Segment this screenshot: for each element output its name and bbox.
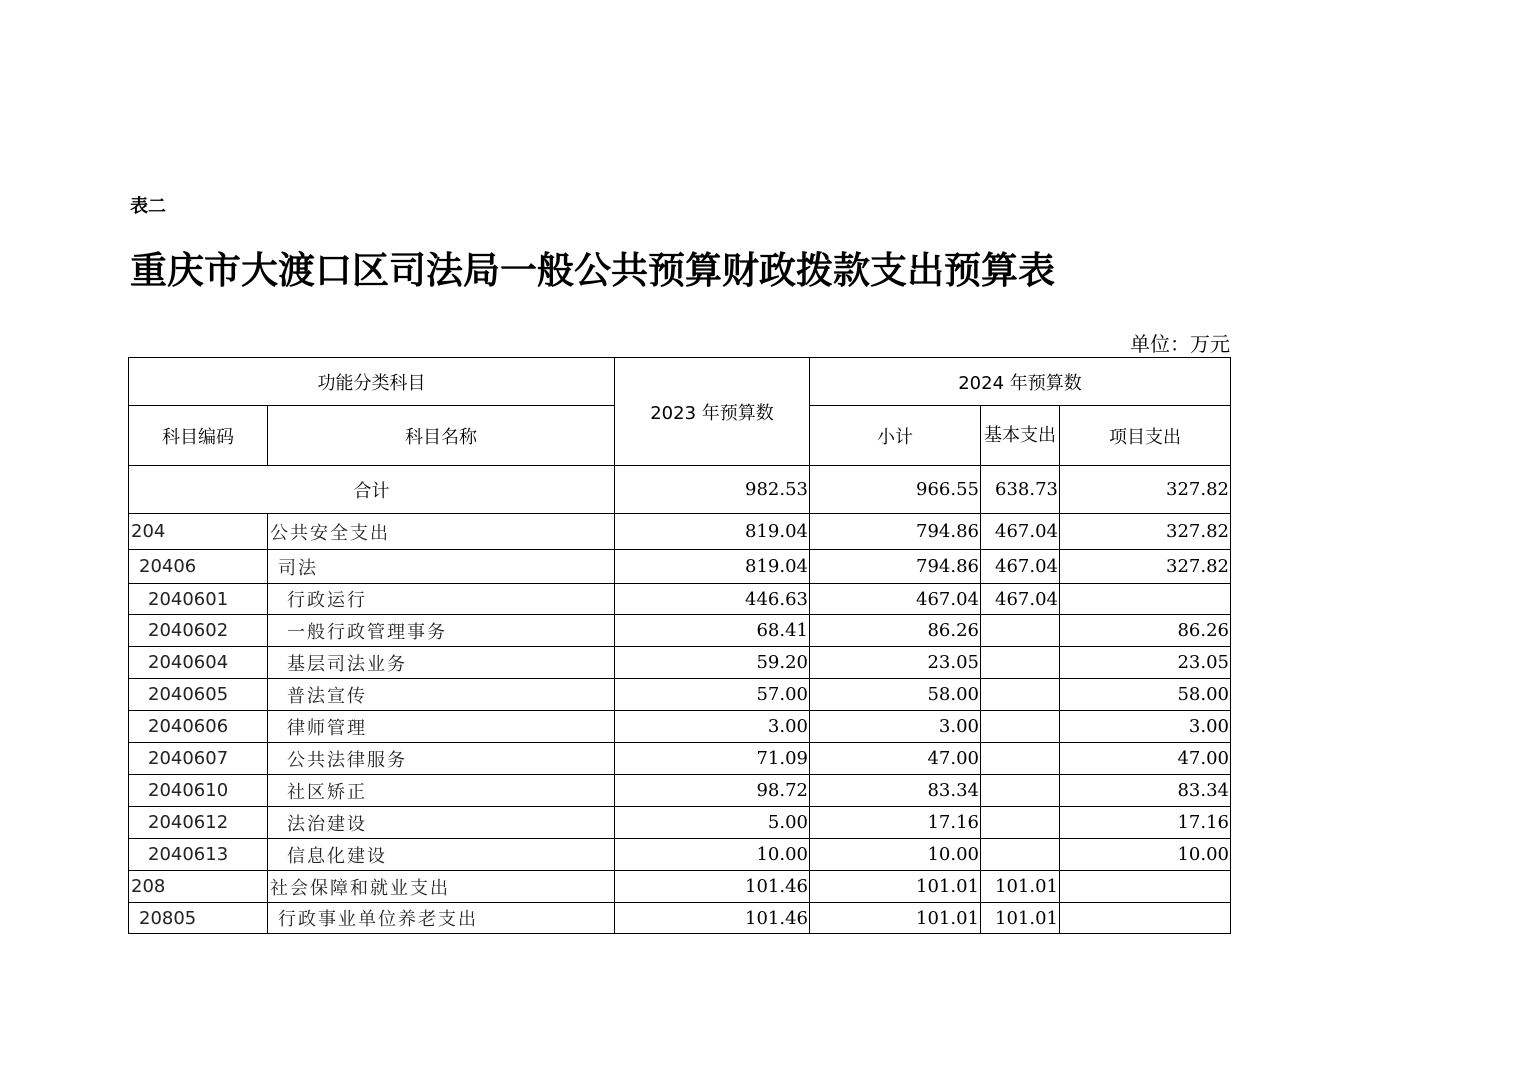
subject-name-cell: 社会保障和就业支出 bbox=[268, 871, 615, 903]
project-expense-cell bbox=[1060, 871, 1231, 903]
budget-2023-cell: 57.00 bbox=[615, 679, 810, 711]
budget-2023-cell: 446.63 bbox=[615, 584, 810, 615]
header-project-expense: 项目支出 bbox=[1060, 406, 1231, 466]
budget-2023-cell: 819.04 bbox=[615, 550, 810, 584]
subject-code-cell: 2040606 bbox=[129, 711, 268, 743]
budget-table bbox=[128, 357, 1231, 934]
total-label: 合计 bbox=[129, 466, 615, 514]
total-row bbox=[129, 466, 1231, 514]
project-expense-cell: 47.00 bbox=[1060, 743, 1231, 775]
header-subject-name: 科目名称 bbox=[268, 406, 615, 466]
subtotal-cell: 794.86 bbox=[810, 514, 981, 550]
budget-2023-cell: 10.00 bbox=[615, 839, 810, 871]
budget-2023-cell: 5.00 bbox=[615, 807, 810, 839]
basic-expense-cell bbox=[981, 807, 1060, 839]
table-row bbox=[129, 584, 1231, 615]
subject-code-cell: 20406 bbox=[129, 550, 268, 584]
table-number-label: 表二 bbox=[130, 196, 166, 217]
basic-expense-cell bbox=[981, 743, 1060, 775]
basic-expense-cell bbox=[981, 775, 1060, 807]
subject-code-cell: 204 bbox=[129, 514, 268, 550]
subtotal-cell: 47.00 bbox=[810, 743, 981, 775]
table-row bbox=[129, 871, 1231, 903]
document-title: 重庆市大渡口区司法局一般公共预算财政拨款支出预算表 bbox=[130, 248, 1055, 292]
basic-expense-cell: 467.04 bbox=[981, 550, 1060, 584]
total-subtotal: 966.55 bbox=[810, 466, 981, 514]
subject-code-cell: 2040612 bbox=[129, 807, 268, 839]
subtotal-cell: 17.16 bbox=[810, 807, 981, 839]
project-expense-cell: 86.26 bbox=[1060, 615, 1231, 647]
budget-2023-cell: 3.00 bbox=[615, 711, 810, 743]
header-basic-expense: 基本支出 bbox=[981, 406, 1060, 466]
subject-name-cell: 律师管理 bbox=[268, 711, 615, 743]
subject-code-cell: 2040605 bbox=[129, 679, 268, 711]
subject-name-cell: 法治建设 bbox=[268, 807, 615, 839]
subject-code-cell: 2040607 bbox=[129, 743, 268, 775]
subject-name-cell: 公共安全支出 bbox=[268, 514, 615, 550]
budget-2023-cell: 59.20 bbox=[615, 647, 810, 679]
table-row bbox=[129, 615, 1231, 647]
header-func-category: 功能分类科目 bbox=[129, 358, 615, 406]
subtotal-cell: 58.00 bbox=[810, 679, 981, 711]
subject-name-cell: 司法 bbox=[268, 550, 615, 584]
table-row bbox=[129, 839, 1231, 871]
subject-name-cell: 行政运行 bbox=[268, 584, 615, 615]
budget-2023-cell: 68.41 bbox=[615, 615, 810, 647]
header-row-1 bbox=[129, 358, 1231, 406]
table-row bbox=[129, 807, 1231, 839]
table-row bbox=[129, 647, 1231, 679]
subtotal-cell: 794.86 bbox=[810, 550, 981, 584]
subtotal-cell: 10.00 bbox=[810, 839, 981, 871]
subject-code-cell: 2040610 bbox=[129, 775, 268, 807]
unit-label: 单位：万元 bbox=[1130, 332, 1230, 356]
subject-code-cell: 208 bbox=[129, 871, 268, 903]
total-budget-2023: 982.53 bbox=[615, 466, 810, 514]
basic-expense-cell bbox=[981, 711, 1060, 743]
project-expense-cell: 17.16 bbox=[1060, 807, 1231, 839]
basic-expense-cell bbox=[981, 615, 1060, 647]
table-row bbox=[129, 550, 1231, 584]
header-subtotal: 小计 bbox=[810, 406, 981, 466]
project-expense-cell bbox=[1060, 903, 1231, 934]
header-budget-2024: 2024 年预算数 bbox=[810, 358, 1231, 406]
basic-expense-cell: 101.01 bbox=[981, 871, 1060, 903]
table-row bbox=[129, 903, 1231, 934]
subject-name-cell: 公共法律服务 bbox=[268, 743, 615, 775]
table-row bbox=[129, 679, 1231, 711]
total-project: 327.82 bbox=[1060, 466, 1231, 514]
project-expense-cell: 327.82 bbox=[1060, 514, 1231, 550]
budget-2023-cell: 71.09 bbox=[615, 743, 810, 775]
header-budget-2023: 2023 年预算数 bbox=[615, 358, 810, 466]
subtotal-cell: 83.34 bbox=[810, 775, 981, 807]
subject-name-cell: 社区矫正 bbox=[268, 775, 615, 807]
subject-code-cell: 20805 bbox=[129, 903, 268, 934]
project-expense-cell bbox=[1060, 584, 1231, 615]
subject-code-cell: 2040604 bbox=[129, 647, 268, 679]
table-row bbox=[129, 775, 1231, 807]
subject-name-cell: 基层司法业务 bbox=[268, 647, 615, 679]
basic-expense-cell bbox=[981, 679, 1060, 711]
subtotal-cell: 23.05 bbox=[810, 647, 981, 679]
header-subject-code: 科目编码 bbox=[129, 406, 268, 466]
subject-name-cell: 信息化建设 bbox=[268, 839, 615, 871]
subject-name-cell: 普法宣传 bbox=[268, 679, 615, 711]
basic-expense-cell: 101.01 bbox=[981, 903, 1060, 934]
basic-expense-cell bbox=[981, 647, 1060, 679]
subtotal-cell: 467.04 bbox=[810, 584, 981, 615]
basic-expense-cell: 467.04 bbox=[981, 584, 1060, 615]
subtotal-cell: 101.01 bbox=[810, 871, 981, 903]
subject-code-cell: 2040602 bbox=[129, 615, 268, 647]
subtotal-cell: 3.00 bbox=[810, 711, 981, 743]
project-expense-cell: 23.05 bbox=[1060, 647, 1231, 679]
budget-2023-cell: 101.46 bbox=[615, 903, 810, 934]
basic-expense-cell: 467.04 bbox=[981, 514, 1060, 550]
budget-2023-cell: 819.04 bbox=[615, 514, 810, 550]
basic-expense-cell bbox=[981, 839, 1060, 871]
budget-2023-cell: 98.72 bbox=[615, 775, 810, 807]
project-expense-cell: 327.82 bbox=[1060, 550, 1231, 584]
subtotal-cell: 101.01 bbox=[810, 903, 981, 934]
project-expense-cell: 10.00 bbox=[1060, 839, 1231, 871]
budget-2023-cell: 101.46 bbox=[615, 871, 810, 903]
total-basic: 638.73 bbox=[981, 466, 1060, 514]
table-row bbox=[129, 743, 1231, 775]
table-row bbox=[129, 711, 1231, 743]
subject-name-cell: 行政事业单位养老支出 bbox=[268, 903, 615, 934]
subject-name-cell: 一般行政管理事务 bbox=[268, 615, 615, 647]
subject-code-cell: 2040613 bbox=[129, 839, 268, 871]
project-expense-cell: 83.34 bbox=[1060, 775, 1231, 807]
subtotal-cell: 86.26 bbox=[810, 615, 981, 647]
project-expense-cell: 58.00 bbox=[1060, 679, 1231, 711]
table-row bbox=[129, 514, 1231, 550]
project-expense-cell: 3.00 bbox=[1060, 711, 1231, 743]
subject-code-cell: 2040601 bbox=[129, 584, 268, 615]
